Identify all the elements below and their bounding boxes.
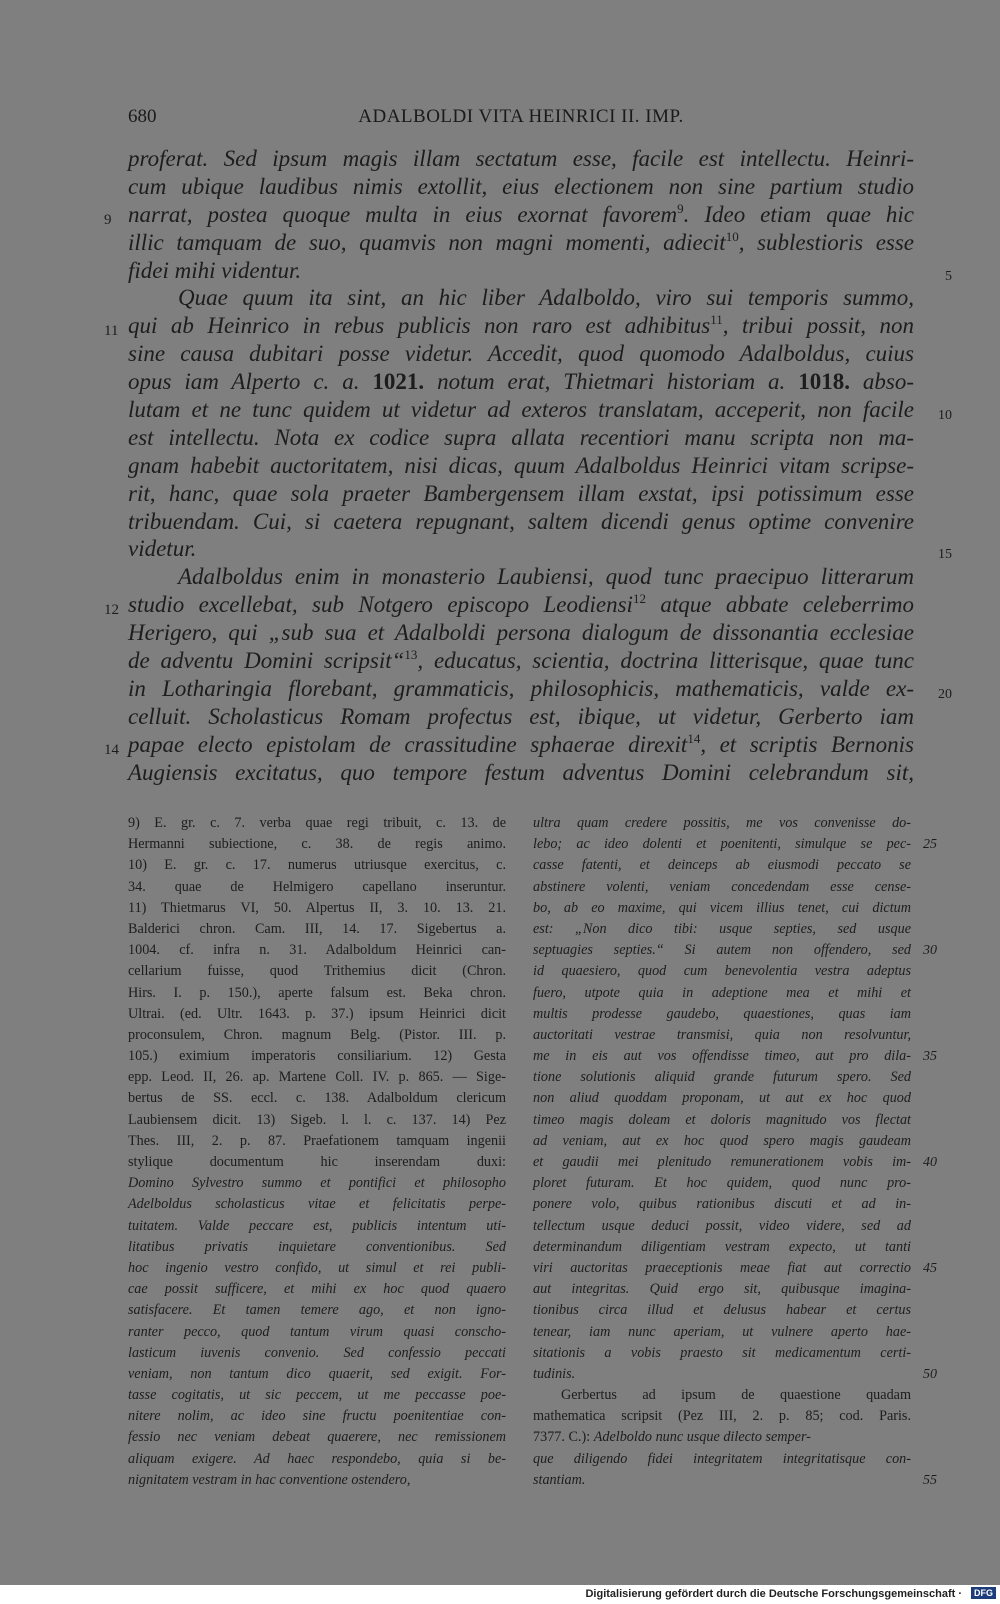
footnote-line <box>533 1406 911 1427</box>
footnote-line <box>533 1427 911 1448</box>
running-header <box>128 106 914 130</box>
footnote-line: tuitatem. Valde peccare est, publicis intentum uti- <box>128 1217 506 1234</box>
line-marker: 12 <box>104 602 119 619</box>
footnote-text: fuero, utpote quia in adeptione mea et mihi et <box>533 984 911 1001</box>
footnote-line <box>533 1300 911 1321</box>
footnote-line: bertus de SS. eccl. c. 138. Adalboldum clericum <box>128 1090 506 1107</box>
text-line: videtur. 15 <box>128 535 914 563</box>
footnote-text: septuagies septies.“ Si autem non offendero, sed <box>533 942 911 959</box>
footnote-line: litatibus privatis inquietare conventionibus. Sed <box>128 1238 506 1255</box>
line-number: 50 <box>923 1366 937 1382</box>
page-number: 680 <box>128 106 157 127</box>
footnote-line <box>533 1046 937 1067</box>
footnote-line <box>533 1131 911 1152</box>
line-number: 15 <box>938 547 952 563</box>
footnote-line: stylique documentum hic inserendam duxi: <box>128 1154 506 1170</box>
footer-text: Digitalisierung gefördert durch die Deutsche Forschungsgemeinschaft · <box>585 1588 962 1600</box>
footnote-text: viri auctoritas praeceptionis meae fiat aut correctio <box>533 1259 911 1276</box>
footnote-ref: 12 <box>632 591 646 607</box>
text-line: proferat. Sed ipsum magis illam sectatum esse, facile est intellectu. Heinri- <box>128 146 914 171</box>
footnote-text: aut integritas. Quid ergo sit, quibusque imagina- <box>533 1281 911 1298</box>
footer-bar <box>0 1585 1000 1604</box>
text-line: de adventu Domini scripsit“$^{13}$, educatus, scientia, doctrina litterisque, quae tunc <box>128 647 914 674</box>
year: 1018. <box>798 369 850 395</box>
text-line: Adalboldus enim in monasterio Laubiensi, quod tunc praecipuo litterarum <box>178 564 914 590</box>
text-line: sine causa dubitari posse videtur. Accedit, quod quomodo Adalboldus, cuius <box>128 341 914 367</box>
footnote-line: Hirs. I. p. 150.), aperte falsum est. Beka chron. <box>128 984 506 1001</box>
footnote-text: casse fatenti, et deinceps ab eiusmodi peccato se <box>533 857 911 874</box>
footnote-text: tellectum usque deduci possit, video videre, sed ad <box>533 1217 911 1234</box>
footnote-text: me in eis aut vos offendisse timeo, aut pro dila- <box>533 1048 911 1065</box>
footnote-line: veniam, non tantum dico quaerit, sed exigit. For- <box>128 1365 506 1382</box>
footnote-line <box>533 940 937 961</box>
footnote-line <box>533 1279 911 1300</box>
footnote-line: cae possit sufficere, et mihi ex hoc quod quaero <box>128 1281 506 1298</box>
footnote-line <box>533 1088 911 1109</box>
line-marker: 14 <box>104 741 119 758</box>
footnote-line: 1004. cf. infra n. 31. Adalboldum Heinrici can- <box>128 942 506 959</box>
footnote-line: nignitatem vestram in hac conventione ostendero, <box>128 1471 411 1488</box>
footnote-line: Adelboldus scholasticus vitae et felicitatis perpe- <box>128 1196 506 1213</box>
footnote-text: mathematica scripsit (Pez III, 2. p. 85; cod. Paris. <box>533 1408 911 1425</box>
footnote-text: determinandum diligentiam vestram expecto, ut tanti <box>533 1238 911 1255</box>
footnote-text: que diligendo fidei integritatem integritatisque con- <box>533 1450 911 1467</box>
line-number: 40 <box>923 1155 937 1170</box>
footnote-line: Ultrai. (ed. Ultr. 1643. p. 37.) ipsum Heinrici dicit <box>128 1005 506 1022</box>
footnote-text: tenear, iam nunc aperiam, ut vulnere aperto hae- <box>533 1323 911 1340</box>
footnote-text: ultra quam credere possitis, me vos convenisse do- <box>533 815 911 831</box>
footnote-text: 7377. C.): <box>533 1429 591 1446</box>
line-number: 10 <box>938 408 952 424</box>
footnote-line: hoc ingenio vestro confido, ut simul et rei publi- <box>128 1259 506 1276</box>
text-line: 11 qui ab Heinrico in rebus publicis non raro est adhibitus$^{11}$, tribui possit, non <box>128 312 914 340</box>
text-line: rit, hanc, quae sola praeter Bambergensem illam exstat, ipsi potissimum esse <box>128 480 914 506</box>
text-line: fidei mihi videntur. 5 <box>128 257 914 285</box>
footnote-line: cellarium fuisse, quod Trithemius dicit (Chron. <box>128 963 506 980</box>
text-line: 14 papae electo epistolam de crassitudine sphaerae direxit$^{14}$, et scriptis Bernonis <box>128 731 914 759</box>
footnote-text: lebo; ac ideo dolenti et poenitenti, simulque se pec- <box>533 836 911 853</box>
footnote-line <box>533 1449 911 1470</box>
text-line: illic tamquam de suo, quamvis non magni momenti, adiecit$^{10}$, sublestioris esse <box>128 228 915 255</box>
text-line: in Lotharingia florebant, grammaticis, philosophicis, mathematicis, valde ex- 20 <box>128 675 914 703</box>
footnote-line <box>533 1237 911 1258</box>
footnote-line <box>533 1385 911 1406</box>
footnote-line <box>533 961 911 982</box>
footnote-line <box>533 1152 937 1173</box>
footnotes-right-column <box>533 813 937 1491</box>
footnote-text: abstinere volenti, veniam concedendam esse cense- <box>533 878 911 895</box>
footnote-line <box>533 855 911 876</box>
line-marker: 11 <box>104 323 119 340</box>
footnote-ref: 10 <box>725 228 739 244</box>
footnote-text: tionibus circa illud et delusus habear et certus <box>533 1302 911 1319</box>
footnote-line <box>533 1322 911 1343</box>
footnote-line: nitere nolim, ac ideo sine fructu poenitentiae con- <box>128 1408 506 1425</box>
dfg-logo: DFG <box>971 1587 996 1599</box>
line-number: 45 <box>923 1260 937 1276</box>
footnote-text: Gerbertus ad ipsum de quaestione quadam <box>561 1387 911 1404</box>
footnote-line <box>533 1194 911 1215</box>
footnote-text: Adelboldo nunc usque dilecto semper- <box>593 1429 811 1446</box>
text-line: gnam habebit auctoritatem, nisi dicas, quum Adalboldus Heinrici vitam scripse- <box>128 452 914 478</box>
footnote-line: 105.) eximium imperatoris consiliarium. 12) Gesta <box>128 1048 506 1065</box>
footnote-text: auctoritati vestrae transmisi, quia non resolvuntur, <box>533 1026 911 1043</box>
year: 1021. <box>372 369 425 395</box>
footnote-line <box>533 919 911 940</box>
text-line: Augiensis excitatus, quo tempore festum adventus Domini celebrandum sit, <box>128 759 914 785</box>
footnote-text: est: „Non dico tibi: usque septies, sed usque <box>533 920 911 937</box>
line-marker: 9 <box>104 211 112 228</box>
line-number: 35 <box>923 1049 937 1065</box>
text-line: lutam et ne tunc quidem ut videtur ad exteros translatam, acceperit, non facile 10 <box>128 396 914 424</box>
line-number: 25 <box>923 837 937 853</box>
text-line: Herigero, qui „sub sua et Adalboldi persona dialogum de dissonantia ecclesiae <box>128 620 914 646</box>
footnote-line: ranter pecco, quod tantum virum quasi conscho- <box>128 1323 506 1340</box>
footnote-line: Balderici chron. Cam. III, 14. 17. Sigebertus a. <box>128 920 506 937</box>
footnote-line <box>533 813 911 834</box>
footnote-line: satisfacere. Et tamen temere ago, et non igno- <box>128 1302 506 1319</box>
footnote-text: ploret futuram. Et hoc quidem, quod nunc pro- <box>533 1175 911 1192</box>
footnote-text: tudinis. <box>533 1365 576 1382</box>
line-number: 20 <box>938 686 952 702</box>
text-line: opus iam Alperto c. a. 1021. notum erat, Thietmari historiam a. 1018. abso- <box>128 369 915 395</box>
footnote-line: Thes. III, 2. p. 87. Praefationem tamquam ingenii <box>128 1132 506 1149</box>
footnote-line: fessio nec veniam debeat quaerere, nec remissionem <box>128 1429 506 1446</box>
text-line: est intellectu. Nota ex codice supra allata recentiori manu scripta non ma- <box>128 424 914 450</box>
footnote-line <box>533 898 911 919</box>
footnote-line: aliquam exigere. Ad haec respondebo, quia si be- <box>128 1450 506 1467</box>
footnote-text: stantiam. <box>533 1471 586 1488</box>
footnote-line <box>533 1258 937 1279</box>
footnote-line <box>533 1067 911 1088</box>
footnote-text: bo, ab eo maxime, qui vicem illius tenet, cui dictum <box>533 899 911 916</box>
text-line: Quae quum ita sint, an hic liber Adalboldo, viro sui temporis summo, <box>178 285 914 311</box>
footnote-line: proconsulem, Chron. magnum Belg. (Pistor. III. p. <box>128 1026 506 1043</box>
line-number: 55 <box>923 1472 937 1488</box>
footnote-line <box>533 1343 911 1364</box>
footnote-line: 9) E. gr. c. 7. verba quae regi tribuit, c. 13. de <box>128 815 506 831</box>
footnotes-left-column <box>128 813 506 1491</box>
footnote-line <box>533 834 937 855</box>
footnote-line: Domino Sylvestro summo et pontifici et philosopho <box>128 1175 506 1192</box>
footnote-ref: 9 <box>677 200 684 216</box>
footnote-ref: 14 <box>687 730 701 746</box>
footnote-line <box>533 1004 911 1025</box>
text-line: cum ubique laudibus nimis extollit, eius electionem non sine partium studio <box>128 173 914 199</box>
footnote-line <box>533 1173 911 1194</box>
text-line: tribuendam. Cui, si caetera repugnant, saltem dicendi genus optime convenire <box>128 508 914 534</box>
footnote-text: multis prodesse gaudebo, quaestiones, quas iam <box>533 1005 911 1022</box>
text-line: celluit. Scholasticus Romam profectus est, ibique, ut videtur, Gerberto iam <box>128 703 914 729</box>
footnote-line: Hermanni subiectione, c. 38. de regis animo. <box>128 836 506 853</box>
text-line: 12 studio excellebat, sub Notgero episcopo Leodiensi$^{12}$ atque abbate celeberrimo <box>128 591 914 619</box>
footnote-line <box>533 1025 911 1046</box>
footnote-text: tione solutionis aliquid grande futurum spero. Sed <box>533 1069 911 1086</box>
footnote-ref: 11 <box>710 312 723 328</box>
footnote-line: lasticum iuvenis convenio. Sed confessio peccati <box>128 1344 506 1361</box>
line-number: 5 <box>945 268 952 284</box>
footnote-text: sitationis a vobis praesto sit medicamentum certi- <box>533 1344 911 1361</box>
footnote-text: timeo magis doleam et doloris magnitudo vos flectat <box>533 1111 911 1128</box>
footnote-text: ad veniam, aut ex hoc quod spero magis gaudeam <box>533 1132 911 1149</box>
footnote-text: id quaesiero, quod cum benevolentia vestra adeptus <box>533 963 911 980</box>
footnote-line: 34. quae de Helmigero capellano inseruntur. <box>128 878 506 895</box>
line-number: 30 <box>923 943 937 959</box>
footnote-line: tasse cogitatis, ut sic peccem, ut me peccasse poe- <box>128 1387 506 1404</box>
text-line: 9 narrat, postea quoque multa in eius exornat favorem$^9$. Ideo etiam quae hic <box>128 201 914 229</box>
footnote-line: 10) E. gr. c. 17. numerus utriusque exercitus, c. <box>128 857 506 874</box>
footnote-line <box>533 1110 911 1131</box>
footnote-line: Laubiensem dicit. 13) Sigeb. l. l. c. 137. 14) Pez <box>128 1111 506 1128</box>
footnote-text: ponere volo, quibus rationibus discuti et ad in- <box>533 1196 911 1213</box>
running-title: ADALBOLDI VITA HEINRICI II. IMP. <box>358 106 684 127</box>
main-text <box>104 145 952 786</box>
footnote-line: epp. Leod. II, 26. ap. Martene Coll. IV. p. 865. — Sige- <box>128 1069 506 1086</box>
footnote-text: et gaudii mei plenitudo remunerationem vobis im- <box>533 1154 911 1170</box>
footnote-text: non aliud quoddam proponam, ut aut ex hoc quod <box>533 1090 911 1107</box>
footnote-line <box>533 1470 937 1491</box>
footnote-ref: 13 <box>404 647 418 663</box>
footnote-line <box>533 877 911 898</box>
footnote-line <box>533 983 911 1004</box>
footnote-line <box>533 1216 911 1237</box>
footnote-line: 11) Thietmarus VI, 50. Alpertus II, 3. 10. 13. 21. <box>128 899 506 916</box>
footnote-line <box>533 1364 937 1385</box>
